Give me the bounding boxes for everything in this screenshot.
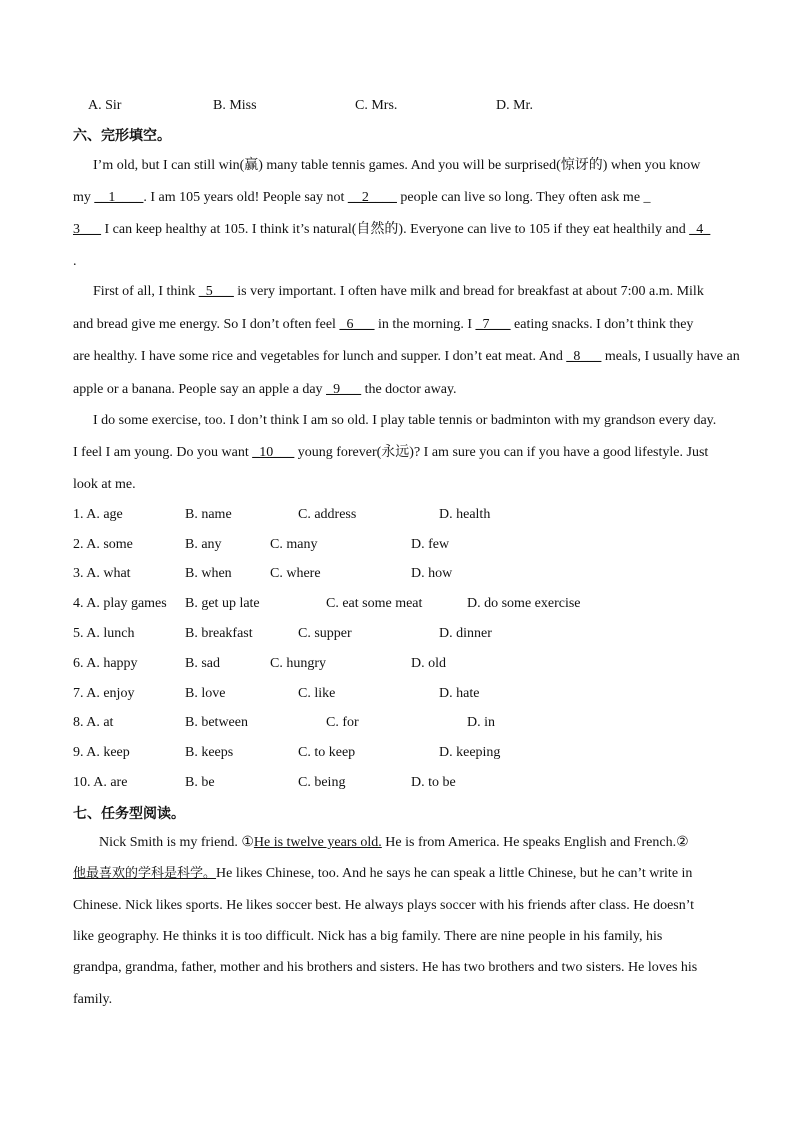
blank-10: _10___ [252, 445, 295, 460]
passage-line: I feel I am young. Do you want _10___ young forever(永远)? I am sure you can if you have a good lifestyle. Just [73, 443, 728, 463]
question-1-option-a: 1. A. age [73, 507, 123, 522]
question-1-option-d: D. health [439, 507, 491, 522]
question-3-option-a: 3. A. what [73, 566, 131, 581]
reading-line: Chinese. Nick likes sports. He likes soccer best. He always plays soccer with his friends after class. He doesn’t [73, 898, 695, 913]
question-6-option-c: C. hungry [270, 656, 326, 671]
question-9-option-d: D. keeping [439, 745, 501, 760]
question-3-option-b: B. when [185, 566, 232, 581]
underlined-sentence-2: 他最喜欢的学科是科学。 [73, 866, 217, 881]
passage-line: my __1____. I am 105 years old! People say not __2____ people can live so long. They often ask me _ [73, 188, 728, 208]
blank-5: _5___ [198, 284, 234, 299]
question-1-option-b: B. name [185, 507, 232, 522]
question-3-option-d: D. how [411, 566, 453, 581]
question-1-option-c: C. address [298, 507, 357, 522]
question-6-option-b: B. sad [185, 656, 220, 671]
passage-line: apple or a banana. People say an apple a day _9___ the doctor away. [73, 380, 728, 400]
underlined-sentence-1: He is twelve years old. [253, 835, 382, 850]
blank-4: _4_ [689, 222, 711, 237]
question-2-option-a: 2. A. some [73, 537, 133, 552]
question-3-option-c: C. where [270, 566, 321, 581]
question-9-option-b: B. keeps [185, 745, 234, 760]
question-5-option-b: B. breakfast [185, 626, 253, 641]
question-7-option-c: C. like [298, 686, 336, 701]
question-2-option-b: B. any [185, 537, 222, 552]
question-5-option-d: D. dinner [439, 626, 492, 641]
question-2-option-d: D. few [411, 537, 450, 552]
blank-8: _8___ [566, 349, 602, 364]
question-5-option-a: 5. A. lunch [73, 626, 135, 641]
question-2-option-c: C. many [270, 537, 318, 552]
section6-title: 六、完形填空。 [73, 128, 171, 144]
blank-6: _6___ [339, 317, 375, 332]
reading-line: family. [73, 992, 113, 1007]
reading-line: 他最喜欢的学科是科学。He likes Chinese, too. And he says he can speak a little Chinese, but he can’t write in [73, 866, 693, 881]
reading-line: grandpa, grandma, father, mother and his brothers and sisters. He has two brothers and two sisters. He loves his [73, 960, 698, 975]
question-4-option-c: C. eat some meat [326, 596, 423, 611]
question-10-option-d: D. to be [411, 775, 456, 790]
reading-line: like geography. He thinks it is too difficult. Nick has a big family. There are nine people in his family, his [73, 929, 663, 944]
question-9-option-c: C. to keep [298, 745, 356, 760]
question-7-option-d: D. hate [439, 686, 480, 701]
reading-line: Nick Smith is my friend. ①He is twelve years old. He is from America. He speaks English and French.② [99, 835, 689, 850]
top-option-b: B. Miss [213, 98, 257, 113]
blank-2: __2____ [347, 190, 397, 205]
blank-3: 3___ [73, 222, 101, 237]
passage-line: are healthy. I have some rice and vegetables for lunch and supper. I don’t eat meat. And _8___ meals, I usually have an [73, 347, 728, 367]
question-6-option-d: D. old [411, 656, 446, 671]
blank-9: _9___ [326, 382, 362, 397]
question-10-option-b: B. be [185, 775, 215, 790]
top-option-d: D. Mr. [496, 98, 533, 113]
question-10-option-a: 10. A. are [73, 775, 128, 790]
question-5-option-c: C. supper [298, 626, 352, 641]
question-4-option-a: 4. A. play games [73, 596, 167, 611]
question-4-option-d: D. do some exercise [467, 596, 581, 611]
question-8-option-b: B. between [185, 715, 248, 730]
question-9-option-a: 9. A. keep [73, 745, 130, 760]
top-option-a: A. Sir [88, 98, 122, 113]
question-7-option-b: B. love [185, 686, 226, 701]
passage-line: look at me. [73, 477, 136, 492]
question-8-option-a: 8. A. at [73, 715, 114, 730]
question-4-option-b: B. get up late [185, 596, 260, 611]
blank-7: _7___ [475, 317, 511, 332]
blank-1: __1____ [94, 190, 144, 205]
question-10-option-c: C. being [298, 775, 346, 790]
passage-line: . [73, 254, 77, 269]
passage-line: First of all, I think _5___ is very important. I often have milk and bread for breakfast at about 7:00 a.m. Milk [93, 282, 728, 302]
question-7-option-a: 7. A. enjoy [73, 686, 135, 701]
section7-title: 七、任务型阅读。 [73, 806, 185, 822]
passage-line: 3___ I can keep healthy at 105. I think it’s natural(自然的). Everyone can live to 105 if they eat healthily and _4_ [73, 220, 728, 240]
passage-line: I’m old, but I can still win(赢) many table tennis games. And you will be surprised(惊讶的) when you know [93, 158, 701, 173]
passage-line: I do some exercise, too. I don’t think I am so old. I play table tennis or badminton with my grandson every day. [93, 413, 717, 428]
passage-line: and bread give me energy. So I don’t often feel _6___ in the morning. I _7___ eating snacks. I don’t think they [73, 315, 728, 335]
top-option-c: C. Mrs. [355, 98, 398, 113]
question-6-option-a: 6. A. happy [73, 656, 138, 671]
question-8-option-d: D. in [467, 715, 495, 730]
question-8-option-c: C. for [326, 715, 359, 730]
